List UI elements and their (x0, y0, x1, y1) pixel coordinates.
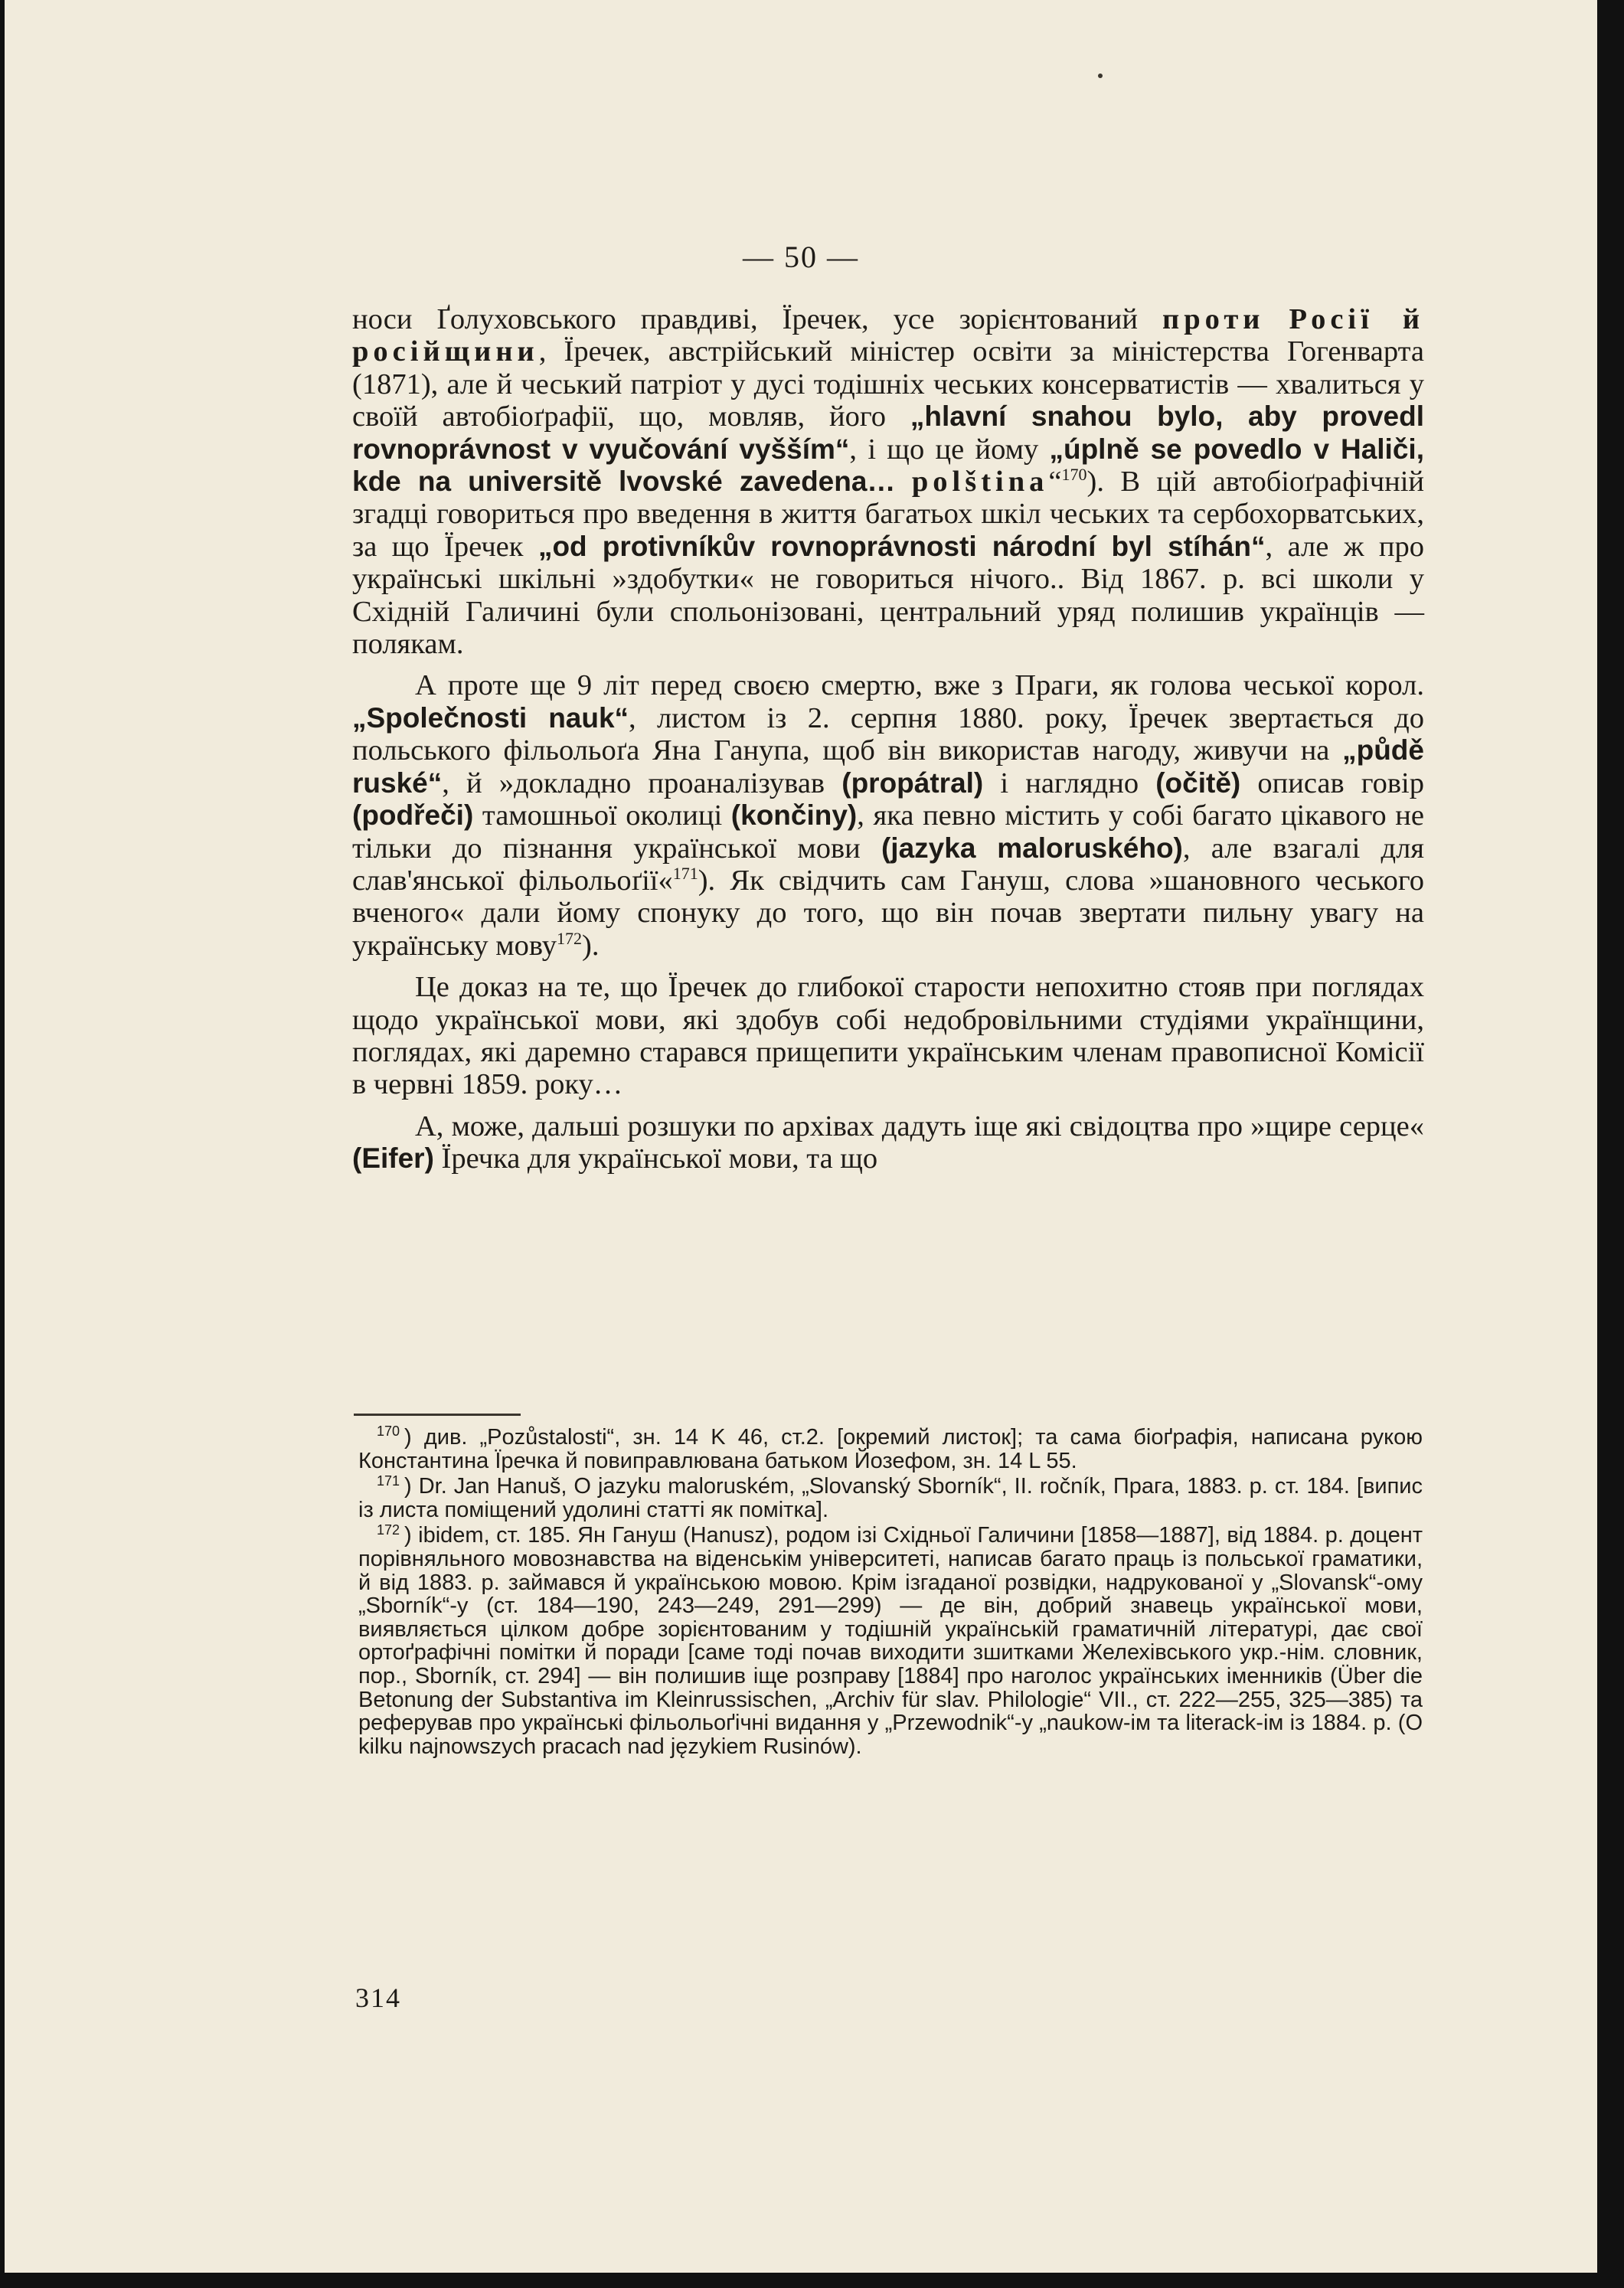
text-run: , але взагалі для слав'янської фільольоґії« (352, 832, 1425, 897)
footnote-reference: 170 (1061, 465, 1087, 485)
text-run: тамошньої околиці (473, 799, 731, 832)
text-run: Їречка для української мови, та що (433, 1142, 878, 1175)
paragraph (352, 1110, 1424, 1175)
footnote-text: ) див. „Pozůstalosti“, зн. 14 K 46, ст.2. [окремий листок]; та сама біоґрафія, написана рукою Константина Їречка й повиправлювана батьком Йозефом, зн. 14 L 55. (358, 1425, 1423, 1473)
footnote-text: ) Dr. Jan Hanuš, O jazyku maloruském, „Slovanský Sborník“, II. ročník, Прага, 1883. р. ст. 184. [випис із листа поміщений удолині статті як помітка]. (358, 1474, 1423, 1522)
text-run: описав говір (1240, 766, 1424, 799)
czech-quote: (očitě) (1155, 766, 1241, 799)
text-run: , й »докладно проаналізував (442, 766, 842, 799)
paragraph (352, 669, 1424, 962)
footnote-separator (354, 1414, 521, 1416)
czech-quote: (jazyka maloruského) (881, 832, 1183, 864)
spaced-emphasis: polština (911, 466, 1049, 498)
footnote-reference: 172 (557, 928, 582, 948)
book-page (5, 0, 1597, 2273)
page-number-bottom: 314 (355, 1982, 401, 2013)
text-run: і наглядно (983, 766, 1156, 799)
page-number-top: — 50 — (743, 240, 859, 274)
footnote-number: 171 (377, 1472, 400, 1489)
footnote (358, 1524, 1423, 1758)
footnote-text: ) ibidem, ст. 185. Ян Гануш (Hanusz), родом ізі Східньої Галичини [1858—1887], від 1884. р. доцент порівняльного мовознавства на віденськім університеті, написав багато праць із польської граматики, й від 1883. р. займався й українською мовою. Крім ізгаданої розвідки, надрукованої у „Slovansk“-ому „Sborník“-у (ст. 184—190, 243—249, 291—299) — де він, добрий знавець української мови, виявляється цілком добре зорієнтованим у тодішній українській граматичній літературі, дає свої ортоґрафічні помітки й поради [саме тоді почав виходити зшитками Желехівського укр.-нім. словник, пор., Sborník, ст. 294] — він полишив іще розправу [1884] про наголос українських іменників (Über die Betonung der Substantiva im Kleinrussischen, „Archiv für slav. Philologie“ VII., ст. 222—255, 325—385) та реферував про українські фільольоґічні видання у „Przewodnik“-у „naukow-ім та literack-ім із 1884. р. (O kilku najnowszych pracach nad językiem Rusinów). (358, 1523, 1423, 1759)
czech-quote: „půdě ruské“ (352, 734, 1424, 799)
paragraph (352, 971, 1424, 1101)
czech-quote: „hlavní snahou bylo, aby provedl rovnoprávnost v vyučování vyšším“ (352, 400, 1424, 465)
footnote-reference: 171 (672, 864, 698, 884)
text-run: , і що це йому (849, 433, 1050, 466)
text-run (1264, 303, 1289, 335)
text-run: , але ж про українські шкільні »здобутки« не говориться нічого.. Від 1867. р. всі школи у Східній Галичині були спольонізовані, центральний уряд полишив українців — полякам. (352, 530, 1424, 661)
text-run: “ (1048, 466, 1062, 498)
spaced-emphasis: проти (1162, 303, 1265, 335)
czech-quote: „úplně se povedlo v Haliči, kde na universitě lvovské zavedena… (352, 433, 1424, 498)
czech-quote: „Společnosti nauk“ (352, 701, 629, 734)
text-run: А проте ще 9 літ перед своєю смертю, вже з Праги, як голова чеської корол. (415, 669, 1424, 702)
footnote-number: 172 (377, 1522, 400, 1538)
main-text (352, 303, 1424, 1175)
footnote-number: 170 (377, 1423, 400, 1440)
footnote (358, 1423, 1423, 1473)
paragraph (352, 303, 1424, 660)
czech-quote: (Eifer) (352, 1142, 434, 1175)
czech-quote: „od protivníkův rovnoprávnosti národní byl stíhán“ (538, 530, 1266, 562)
text-run: , листом із 2. серпня 1880. року, Їречек звертається до польського фільольоґа Яна Ганупа, щоб він використав нагоду, живучи на (352, 701, 1424, 767)
text-run: , Їречек, австрійський міністер освіти за міністерства Гогенварта (1871), але й чеський патріот у дусі тодішніх чеських консерватистів — хвалиться у своїй автобіоґрафії, що, мовляв, його (352, 335, 1424, 433)
footnote (358, 1472, 1423, 1522)
footnotes (358, 1423, 1423, 1760)
text-run (895, 466, 911, 498)
czech-quote: (končiny) (730, 799, 858, 832)
czech-quote: (propátral) (841, 766, 984, 799)
text-run: носи Ґолуховського правдиві, Їречек, усе зорієнтований (352, 303, 1163, 335)
text-run: , яка певно містить у собі багато цікавого не тільки до пізнання української мови (352, 799, 1424, 865)
text-run: А, може, дальші розшуки по архівах дадуть іще які свідоцтва про »щире серце« (415, 1110, 1424, 1142)
spaced-emphasis: Росії й російщини (352, 303, 1425, 368)
paper-speck (1098, 74, 1103, 78)
text-run: Це доказ на те, що Їречек до глибокої старости непохитно стояв при поглядах щодо української мови, які здобув собі недобровільними студіями українщини, поглядах, які даремно старався прищепити українським членам правописної Комісії в червні 1859. року… (352, 971, 1424, 1101)
text-run: ). Як свідчить сам Гануш, слова »шановного чеського вченого« дали йому спонуку до того, що він почав звертати пильну увагу на українську мову (352, 864, 1424, 962)
text-run: ). (582, 929, 600, 962)
czech-quote: (podřeči) (352, 799, 474, 832)
text-run: ). В цій автобіоґрафічній згадці говориться про введення в життя багатьох шкіл чеських та сербохорватських, за що Їречек (352, 466, 1424, 563)
